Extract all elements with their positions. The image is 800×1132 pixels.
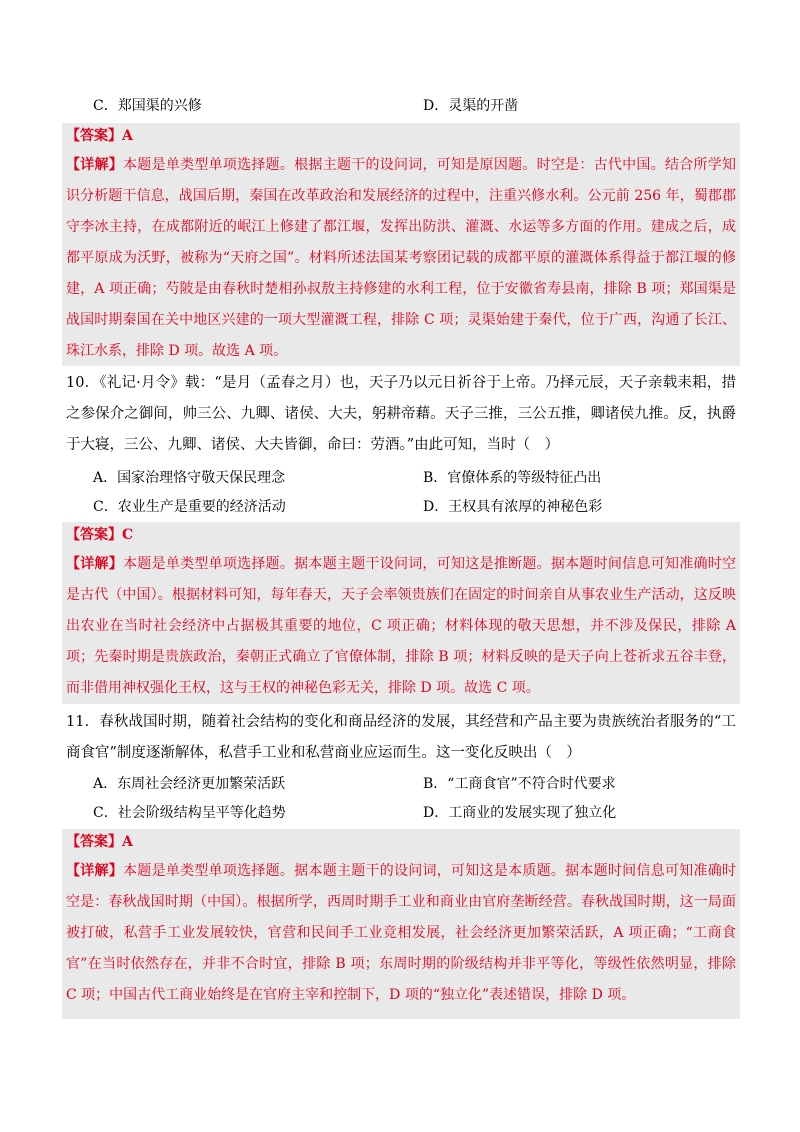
q9-answer-line — [62, 123, 740, 150]
q10-option-b[interactable]: B．官僚体系的等级特征凸出 — [423, 470, 602, 486]
q10-detail-label: 【详解】 — [66, 556, 124, 572]
q10-detail — [62, 549, 740, 704]
q11-detail-text: 本题是单类型单项选择题。据本题主题干的设问词，可知这是本质题。据本题时间信息可知准确时空是：春秋战国时期（中国）。根据所学，西周时期手工业和商业由官府垄断经营。春秋战国时期，这一局面被打破，私营手工业发展较快，官营和民间手工业竞相发展，社会经济更加繁荣活跃，A 项正确；“工商食官”在当时依然存在，并非不合时宜，排除 B 项；东周时期的阶级结构并非平等化，等级性依然明显，排除 C 项；中国古代工商业始终是在官府主宰和控制下，D 项的“独立化”表述错误，排除 D 项。 — [66, 863, 737, 1003]
q11-option-b[interactable]: B．“工商食官”不符合时代要求 — [423, 776, 616, 792]
q10-answer-line — [62, 522, 740, 549]
q11-answer-line — [62, 829, 740, 856]
q10-answer-value: C — [122, 527, 134, 543]
q11-options-row-1 — [0, 771, 800, 797]
q11-answer-value: A — [122, 834, 133, 850]
q11-option-d[interactable]: D．工商业的发展实现了独立化 — [423, 805, 617, 821]
q11-options-row-2 — [0, 800, 800, 826]
q9-answer-label: 【答案】 — [66, 128, 122, 144]
q11-stem: 11．春秋战国时期，随着社会结构的变化和商品经济的发展，其经营和产品主要为贵族统治者服务的“工商食官”制度逐渐解体，私营手工业和私营商业应运而生。这一变化反映出（ ） — [66, 714, 736, 761]
q10-options-row-1 — [0, 465, 800, 491]
q10-detail-text: 本题是单类型单项选择题。据本题主题干设问词，可知这是推断题。据本题时间信息可知准确时空是古代（中国）。根据材料可知，每年春天，天子会率领贵族们在固定的时间亲自从事农业生产活动，这反映出农业在当时社会经济中占据极其重要的地位，C 项正确；材料体现的敬天思想，并不涉及保民，排除 A 项；先秦时期是贵族政治，秦朝正式确立了官僚体制，排除 B 项；材料反映的是天子向上苍祈求五谷丰登，而非借用神权强化王权，这与王权的神秘色彩无关，排除 D 项。故选 C 项。 — [66, 556, 737, 696]
q11-detail-label: 【详解】 — [66, 863, 124, 879]
q10-stem: 10．《礼记·月令》载：“是月（孟春之月）也，天子乃以元日祈谷于上帝。乃择元辰，天子亲载耒耜，措之参保介之御间，帅三公、九卿、诸侯、大夫，躬耕帝藉。天子三推，三公五推，卿诸侯九推。反，执爵于大寝，三公、九卿、诸侯、大夫皆御，命曰：劳酒。”由此可知，当时（ ） — [66, 375, 736, 453]
q11-option-c[interactable]: C．社会阶级结构呈平等化趋势 — [93, 805, 286, 821]
q11-option-a[interactable]: A．东周社会经济更加繁荣活跃 — [93, 776, 286, 792]
q10-option-d[interactable]: D．王权具有浓厚的神秘色彩 — [423, 499, 603, 515]
q9-option-c[interactable]: C．郑国渠的兴修 — [93, 98, 202, 114]
q9-detail-label: 【详解】 — [66, 157, 124, 173]
q11-detail — [62, 856, 740, 1011]
q9-answer-box — [62, 123, 740, 366]
q11-answer-label: 【答案】 — [66, 834, 122, 850]
q10-answer-label: 【答案】 — [66, 527, 122, 543]
q10-option-c[interactable]: C．农业生产是重要的经济活动 — [93, 499, 286, 515]
q9-options-row — [0, 93, 800, 119]
q10-option-a[interactable]: A．国家治理恪守敬天保民理念 — [93, 470, 286, 486]
q9-answer-value: A — [122, 128, 133, 144]
q10-options-row-2 — [0, 494, 800, 520]
q9-detail — [62, 150, 740, 367]
q9-option-d[interactable]: D．灵渠的开凿 — [423, 98, 519, 114]
q11-answer-box — [62, 829, 740, 1019]
q9-detail-text: 本题是单类型单项选择题。根据主题干的设问词，可知是原因题。时空是：古代中国。结合所学知识分析题干信息，战国后期，秦国在改革政治和发展经济的过程中，注重兴修水利。公元前 256 年，蜀郡郡守李冰主持，在成都附近的岷江上修建了都江堰，发挥出防洪、灌溉、水运等多方面的作用。建成之后，成都平原成为沃野，被称为“天府之国”。材料所述法国某考察团记载的成都平原的灌溉体系得益于都江堰的修建，A 项正确；芍陂是由春秋时楚相孙叔敖主持修建的水利工程，位于安徽省寿县南，排除 B 项；郑国渠是战国时期秦国在关中地区兴建的一项大型灌溉工程，排除 C 项；灵渠始建于秦代，位于广西，沟通了长江、珠江水系，排除 D 项。故选 A 项。 — [66, 157, 737, 359]
q10-answer-box — [62, 522, 740, 704]
